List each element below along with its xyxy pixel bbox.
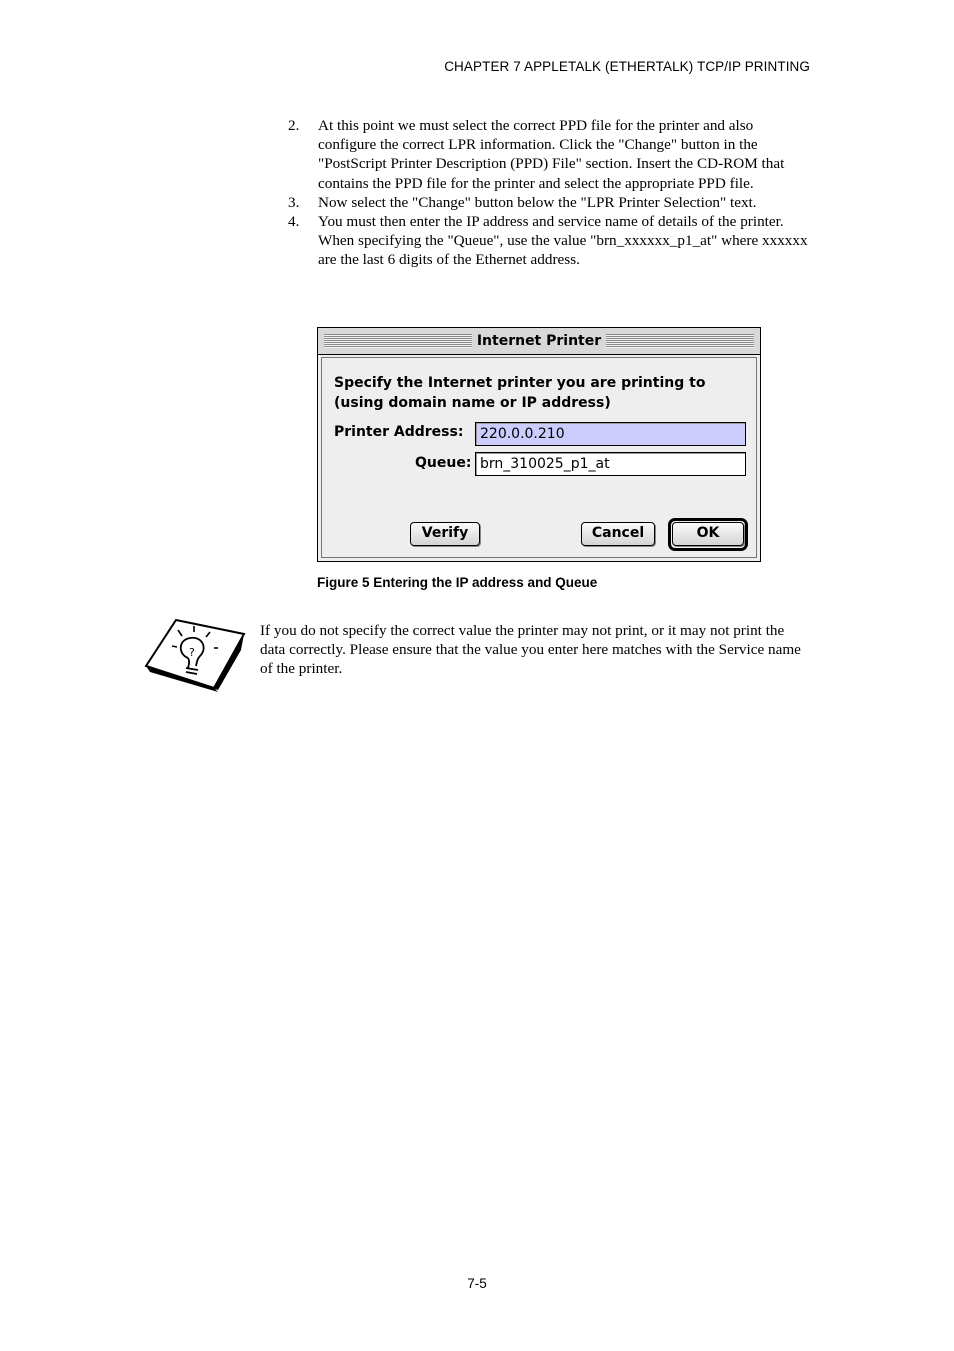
lightbulb-note-icon	[142, 618, 246, 697]
page-number: 7-5	[467, 1276, 487, 1291]
instruction-list	[288, 116, 808, 270]
step-number: 4.	[288, 213, 300, 231]
list-item	[288, 116, 808, 193]
queue-input[interactable]: brn_310025_p1_at	[475, 452, 746, 476]
verify-button[interactable]: Verify	[410, 522, 480, 546]
queue-label: Queue:	[415, 455, 472, 471]
list-item	[288, 212, 808, 270]
chapter-header: CHAPTER 7 APPLETALK (ETHERTALK) TCP/IP PRINTING	[444, 59, 810, 74]
step-number: 2.	[288, 117, 300, 134]
dialog-title: Internet Printer	[472, 333, 606, 349]
tip-note: If you do not specify the correct value the printer may not print, or it may not print the data correctly. Please ensure that the value you enter here matches with the Service name of the printer.	[260, 622, 801, 678]
step-text: Now select the "Change" button below the "LPR Printer Selection" text.	[318, 193, 757, 211]
cancel-button[interactable]: Cancel	[581, 522, 655, 546]
figure-caption: Figure 5 Entering the IP address and Queue	[317, 575, 598, 590]
step-number: 3.	[288, 193, 300, 211]
printer-address-label: Printer Address:	[334, 424, 464, 440]
prompt-line: Specify the Internet printer you are printing to	[334, 375, 706, 391]
printer-address-input[interactable]: 220.0.0.210	[475, 422, 746, 446]
dialog-titlebar[interactable]	[318, 328, 760, 355]
prompt-line: (using domain name or IP address)	[334, 395, 611, 411]
ok-button[interactable]: OK	[672, 522, 744, 546]
dialog-prompt	[334, 373, 754, 413]
step-text: At this point we must select the correct PPD file for the printer and also configure the correct LPR information. Click the "Change" button in the "PostScript Printer Description (PPD) File" section. Insert the CD-ROM that contains the PPD file for the printer and select the appropriate PPD file.	[318, 117, 785, 192]
list-item	[288, 193, 808, 212]
internet-printer-dialog	[317, 327, 761, 562]
step-text: You must then enter the IP address and service name of details of the printer. When specifying the "Queue", use the value "brn_xxxxxx_p1_at" where xxxxxx are the last 6 digits of the Ethernet address.	[318, 213, 808, 269]
svg-text:?: ?	[189, 646, 195, 659]
